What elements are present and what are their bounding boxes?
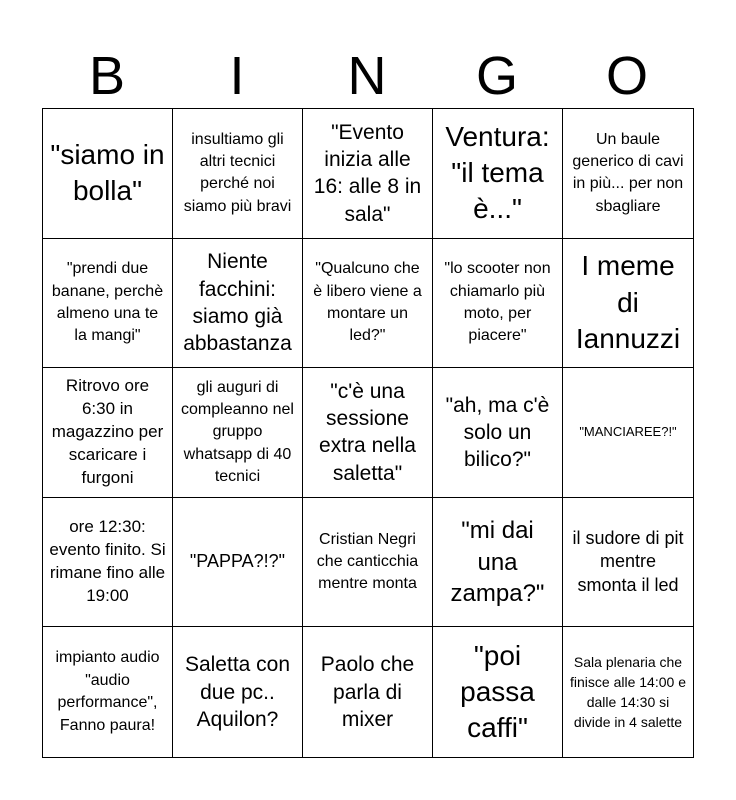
bingo-cell[interactable] <box>43 368 173 498</box>
cell-text: "Qualcuno che è libero viene a montare un led?" <box>313 260 422 345</box>
bingo-cell[interactable] <box>43 627 173 757</box>
bingo-cell[interactable] <box>303 109 433 239</box>
header-letter-o: O <box>605 46 648 106</box>
bingo-cell[interactable] <box>433 498 563 628</box>
bingo-header <box>42 44 694 108</box>
cell-text: Sala plenaria che finisce alle 14:00 e dalle 14:30 si divide in 4 salette <box>570 653 686 731</box>
header-letter-b: B <box>88 46 126 106</box>
bingo-cell[interactable] <box>433 627 563 757</box>
bingo-cell[interactable] <box>563 368 693 498</box>
bingo-board <box>42 108 694 758</box>
bingo-cell[interactable] <box>303 498 433 628</box>
cell-text: "ah, ma c'è solo un bilico?" <box>445 393 550 472</box>
cell-text: "MANCIAREE?!" <box>579 424 677 440</box>
cell-text: "siamo in bolla" <box>50 138 165 207</box>
cell-text: "c'è una sessione extra nella saletta" <box>319 379 416 485</box>
cell-text: "PAPPA?!?" <box>189 551 286 572</box>
header-letter-g: G <box>475 46 518 106</box>
cell-text: Cristian Negri che canticchia mentre monta <box>316 530 419 593</box>
cell-text: insultiamo gli altri tecnici perché noi siamo più bravi <box>183 130 292 215</box>
bingo-cell[interactable] <box>43 239 173 369</box>
bingo-cell[interactable] <box>43 109 173 239</box>
bingo-cell[interactable] <box>433 109 563 239</box>
bingo-cell[interactable] <box>173 239 303 369</box>
bingo-cell[interactable] <box>433 368 563 498</box>
cell-text: "Evento inizia alle 16: alle 8 in sala" <box>313 120 422 226</box>
header-letter-i: I <box>229 46 245 106</box>
bingo-cell[interactable] <box>433 239 563 369</box>
cell-text: "mi dai una zampa?" <box>450 517 545 607</box>
cell-text: Niente facchini: siamo già abbastanza <box>183 250 292 356</box>
cell-text: "lo scooter non chiamarlo più moto, per piacere" <box>444 260 551 345</box>
header-letter-n: N <box>347 46 387 106</box>
bingo-cell[interactable] <box>173 498 303 628</box>
bingo-cell[interactable] <box>173 109 303 239</box>
bingo-cell[interactable] <box>303 627 433 757</box>
cell-text: il sudore di pit mentre smonta il led <box>572 528 684 595</box>
cell-text: impianto audio "audio performance", Fanno paura! <box>55 649 160 734</box>
cell-text: Ventura: "il tema è..." <box>445 120 550 225</box>
cell-text: Un baule generico di cavi in più... per non sbagliare <box>572 130 684 215</box>
bingo-cell[interactable] <box>303 239 433 369</box>
cell-text: Saletta con due pc.. Aquilon? <box>184 653 291 731</box>
cell-text: I meme di Iannuzzi <box>575 250 681 355</box>
cell-text: Ritrovo ore 6:30 in magazzino per scaricare i furgoni <box>51 376 164 487</box>
bingo-cell[interactable] <box>43 498 173 628</box>
bingo-cell[interactable] <box>563 498 693 628</box>
bingo-cell[interactable] <box>173 368 303 498</box>
cell-text: ore 12:30: evento finito. Si rimane fino alle 19:00 <box>49 517 166 606</box>
cell-text: gli auguri di compleanno nel gruppo whatsapp di 40 tecnici <box>181 378 294 486</box>
cell-text: Paolo che parla di mixer <box>320 653 415 731</box>
cell-text: "prendi due banane, perchè almeno una te la mangi" <box>51 260 164 345</box>
bingo-cell[interactable] <box>563 109 693 239</box>
bingo-cell[interactable] <box>563 239 693 369</box>
bingo-cell[interactable] <box>303 368 433 498</box>
cell-text: "poi passa caffi" <box>460 639 535 744</box>
bingo-cell[interactable] <box>173 627 303 757</box>
bingo-cell[interactable] <box>563 627 693 757</box>
